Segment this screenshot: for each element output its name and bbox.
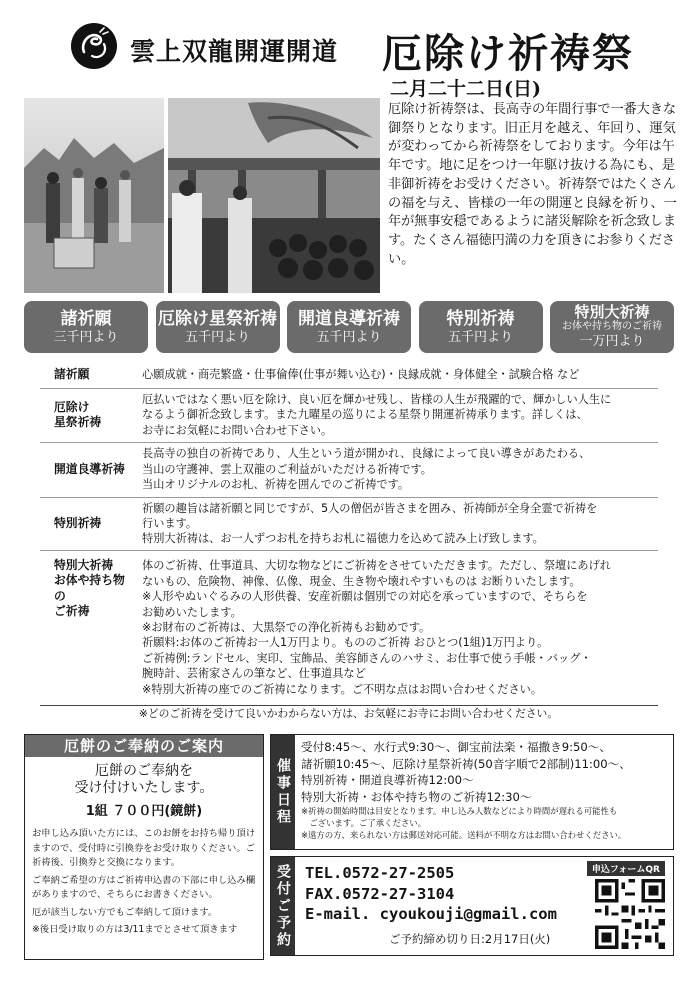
description-line: なるよう御祈念致します。また九曜星の巡りによる星祭り開運祈祷承ります。詳しくは、	[142, 408, 588, 422]
event-date: 二月二十二日(日)	[390, 78, 541, 100]
mochi-lead-line: 厄餅のご奉納を	[95, 763, 193, 779]
row-description	[138, 497, 658, 550]
description-line: 厄払いではなく悪い厄を除け、良い厄を輝かせ残し、皆様の人生が飛躍的で、輝かしい人生に	[142, 392, 612, 406]
price-note: お体や持ち物のご祈祷	[562, 321, 662, 332]
mochi-paragraph: お申し込み頂いた方には、このお餅をお持ち帰り頂けますので、受付時に引換券をお受け取りください。ご祈祷後、引換券と交換になります。	[32, 828, 256, 868]
description-line: 体のご祈祷、仕事道具、大切な物などにご祈祷をさせていただきます。ただし、祭壇にあげれ	[142, 559, 611, 573]
table-row	[40, 442, 658, 497]
label-line: お体や持ち物の	[54, 573, 125, 603]
description-line: ご祈祷例:ランドセル、実印、宝飾品、美容師さんのハサミ、お仕事で使う手帳・バッグ・	[142, 651, 592, 665]
price-amount: 五千円より	[447, 329, 513, 345]
mochi-paragraph: ご奉納ご希望の方はご祈祷申込書の下部に申し込み欄がありますので、そちらにお書きください。	[32, 874, 256, 900]
price-name: 特別祈祷	[446, 308, 515, 329]
table-row	[40, 550, 658, 705]
email-link[interactable]: E-mail. cyoukouji@gmail.com	[305, 905, 557, 923]
label-line: ご祈祷	[54, 603, 90, 618]
description-line: お寺にお気軽にお問い合わせ下さい。	[142, 423, 333, 437]
mochi-title: 厄餅のご奉納のご案内	[25, 735, 263, 757]
price-name: 開道良導祈祷	[298, 308, 400, 329]
header	[60, 18, 660, 77]
fax-number: FAX.0572-27-3104	[305, 884, 455, 903]
price-card-tokubetsu-dai	[550, 301, 674, 353]
price-card-kaido	[287, 301, 411, 353]
contact-label: 受付ご予約	[271, 857, 295, 955]
qr-label: 申込フォームQR	[587, 861, 665, 876]
price-card-shokigan	[24, 301, 148, 353]
price-name: 諸祈願	[60, 308, 112, 329]
schedule-item: 諸祈願10:45〜、厄除け星祭祈祷(50音字順で2部制)11:00〜、	[301, 756, 631, 771]
price-amount: 三千円より	[53, 329, 119, 345]
description-line: ※人形やぬいぐるみの人形供養、安産祈願は個別での対応を承っていますので、そちらを	[142, 590, 588, 604]
schedule-item: 特別祈祷・開道良導祈祷12:00〜	[301, 773, 474, 788]
mochi-paragraph: 厄が該当しない方でもご奉納して頂けます。	[32, 906, 218, 918]
description-line: 祈願料:お体のご祈祷お一人1万円より。もののご祈祷 おひとつ(1組)1万円より。	[142, 636, 549, 650]
description-line: 行います。	[142, 516, 198, 530]
price-card-yakuyoke	[156, 301, 280, 353]
row-label: 諸祈願	[40, 362, 138, 388]
description-line: ※特別大祈祷の座でのご祈祷になります。ご不明な点はお問い合わせください。	[142, 682, 543, 696]
mochi-lead-line: 受け付けいたします。	[74, 780, 214, 796]
intro-text: 厄除け祈祷祭は、長高寺の年間行事で一番大きな御祭りとなります。旧正月を越え、年回り、運気が変わってから祈祷祭をしております。今年は午年です。地に足をつけ一年駆け抜ける為にも、是非御祈祷をお受けください。祈祷祭ではたくさんの福を与え、皆様の一年の開運と良縁を祈り、一年が無事安穏であるように諸災解除を祈念致します。たくさん福徳円満の力を頂きにお参りください。	[388, 102, 677, 267]
schedule-list	[301, 739, 669, 841]
label-line: 星祭祈祷	[54, 415, 102, 429]
page-title: 厄除け祈祷祭	[382, 30, 634, 77]
price-name: 厄除け星祭祈祷	[158, 308, 277, 329]
table-row	[40, 362, 658, 388]
event-subtitle: 雲上双龍開運開道	[130, 37, 339, 66]
table-note: ※どのご祈祷を受けて良いかわからない方は、お気軽にお寺にお問い合わせください。	[138, 707, 559, 720]
row-label: 特別祈祷	[40, 497, 138, 550]
prayer-detail-table	[40, 362, 658, 706]
price-amount: 一万円より	[579, 334, 645, 349]
dragon-emblem-icon	[70, 22, 118, 70]
schedule-box	[270, 734, 674, 850]
row-label	[40, 388, 138, 442]
contact-lines	[305, 863, 557, 925]
table-row	[40, 388, 658, 442]
price-name: 特別大祈祷	[574, 303, 650, 321]
reservation-deadline: ご予約締め切り日:2月17日(火)	[389, 932, 551, 946]
price-card-tokubetsu	[419, 301, 543, 353]
schedule-note: ※遠方の方、来られない方は郵送対応可能。送料が不明な方はお問い合わせください。	[301, 830, 627, 841]
description-line: お勧めいたします。	[142, 605, 242, 619]
description-line: 腕時計、芸術家さんの筆など、仕事道具など	[142, 667, 366, 681]
table-row	[40, 497, 658, 550]
label-line: 厄除け	[54, 399, 90, 414]
description-line: 心願成就・商売繁盛・仕事倫俸(仕事が舞い込む)・良縁成就・身体健全・試験合格 など	[142, 368, 580, 382]
mochi-price: 1組 ７００円(鏡餅)	[85, 804, 203, 819]
row-description	[138, 442, 658, 497]
description-line: 特別大祈祷は、お一人ずつお札を持ちお札に福徳力を込めて読み上げ致します。	[142, 532, 544, 546]
contact-box	[270, 856, 674, 956]
mochi-lead	[25, 763, 263, 797]
row-description	[138, 550, 658, 705]
row-label: 開道良導祈祷	[40, 442, 138, 497]
description-line: 長高寺の独自の祈祷であり、人生という道が開かれ、良縁によって良い導きがあたわる、	[142, 447, 591, 461]
mochi-paragraph: ※後日受け取りの方は3/11までとさせて頂きます	[32, 924, 238, 935]
description-line: ないもの、危険物、神像、仏像、現金、生き物や壊れやすいものは お断りいたします。	[142, 574, 581, 588]
price-amount: 五千円より	[316, 329, 382, 345]
price-amount: 五千円より	[184, 329, 250, 345]
schedule-label: 催事日程	[271, 735, 295, 849]
row-description	[138, 388, 658, 442]
description-line: ※お財布のご祈祷は、大黒祭での浄化祈祷もお勧めです。	[142, 621, 431, 635]
label-line: 特別大祈祷	[54, 557, 113, 572]
ritual-photo-icon	[24, 98, 164, 293]
description-line: 当山の守護神、雲上双龍のご利益がいただける祈祷です。	[142, 462, 432, 476]
schedule-item: 特別大祈祷・お体や持ち物のご祈祷12:30〜	[301, 789, 532, 804]
qr-code-icon[interactable]	[595, 879, 665, 949]
description-line: 当山オリジナルのお札、祈祷を囲んでのご祈祷です。	[142, 478, 410, 492]
row-label	[40, 550, 138, 705]
temple-hall-photo-icon	[168, 98, 380, 293]
description-line: 祈願の趣旨は諸祈願と同じですが、5人の僧侶が皆さまを囲み、祈祷師が全身全霊で祈祷を	[142, 501, 598, 515]
price-list	[24, 301, 674, 353]
tel-link[interactable]: TEL.0572-27-2505	[305, 864, 455, 882]
schedule-note: ※祈祷の開始時間は目安となります。申し込み人数などにより時間が遅れる可能性も	[301, 806, 618, 817]
schedule-note: ございます。ご了承ください。	[301, 818, 426, 829]
schedule-item: 受付8:45〜、水行式9:30〜、御宝前法楽・福撒き9:50〜、	[301, 740, 611, 754]
row-description	[138, 362, 658, 388]
mochi-offering-box	[24, 734, 264, 960]
